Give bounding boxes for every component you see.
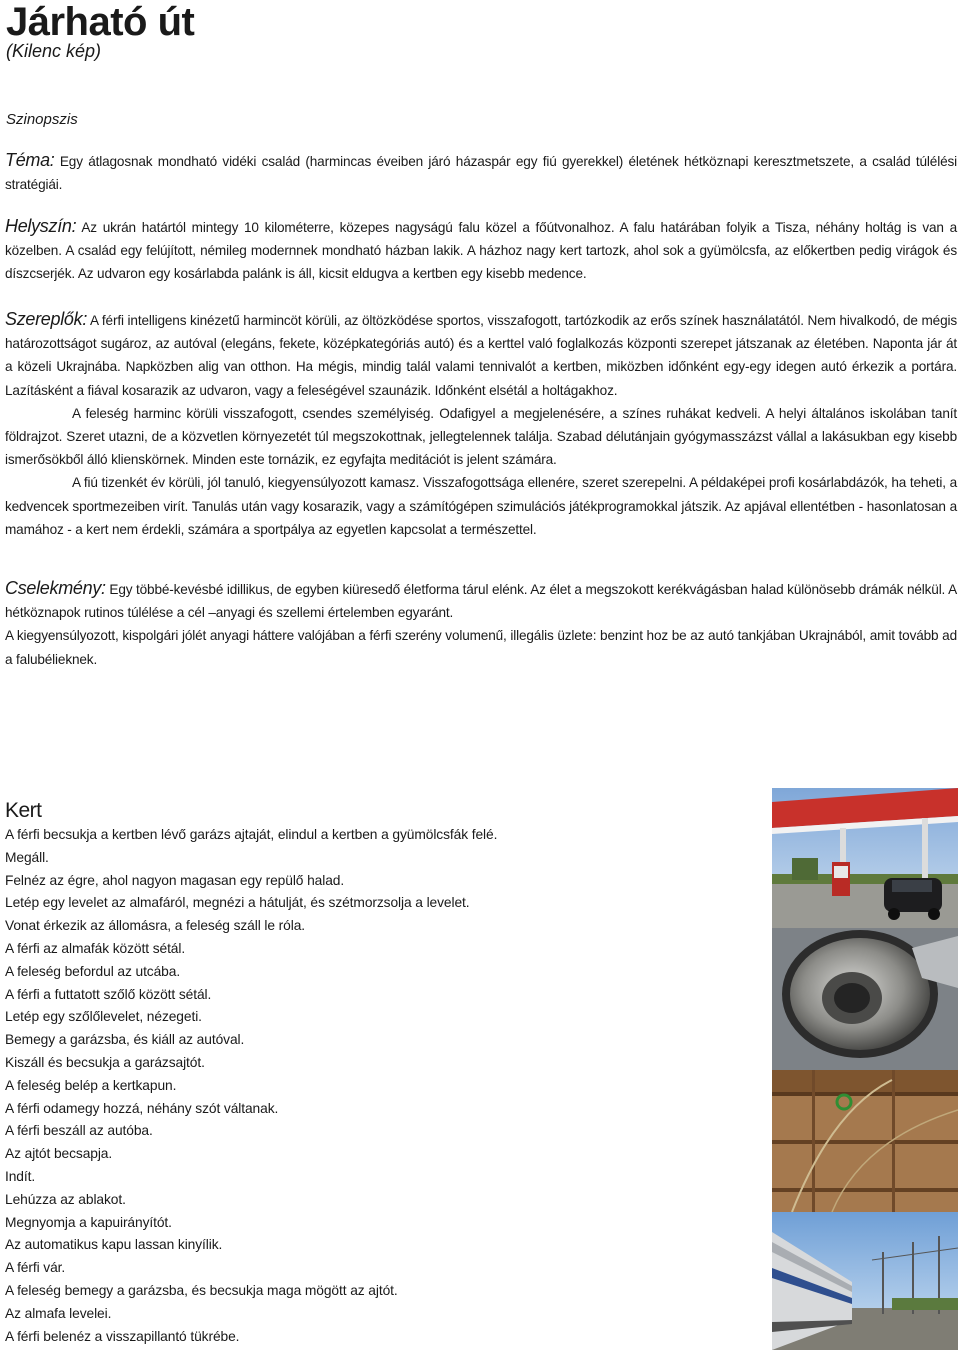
photo-fuel-cap (772, 928, 958, 1070)
helyszin-text: Az ukrán határtól mintegy 10 kilométerre, közepes nagyságú falu közel a főútvonalhoz. A falu határában folyik a Tisza, néhány holtág is van a közelben. A család egy felújított, némileg modernnek mondható házban lakik. A házhoz nagy kert tartozk, ahol sok a gyümölcsfa, az előkertben pedig virágok és díszcserjék. Az udvaron egy kosárlabda palánk is áll, kicsit eldugva a kertben egy kisebb medence. (5, 220, 957, 282)
tema-label: Téma: (5, 150, 55, 170)
synopsis-label: Szinopszis (6, 111, 78, 128)
feleseg-paragraph: A feleség harminc körüli visszafogott, csendes személyiség. Odafigyel a megjelenésére, a színes ruhákat kedveli. A helyi általános iskolában tanít földrajzot. Szeret utazni, de a közvetlen környezetét túl megszokottnak, jellegtelennek találja. Szabad délutánjain gyógymasszázst vállal a lakásukban egy kisebb ismerősökből álló klienskörnek. Minden este tornázik, ez egyfajta meditációt is jelent számára. (5, 405, 957, 468)
szereplok-section (5, 308, 957, 541)
kert-scene-line: A férfi a futtatott szőlő között sétál. (5, 986, 212, 1002)
kert-scene-line: A feleség bemegy a garázsba, és becsukja maga mögött az ajtót. (5, 1282, 398, 1298)
cselekmeny-paragraph-2: A kiegyensúlyozott, kispolgári jólét anyagi háttere valójában a férfi szerény volumenű, illegális üzlete: benzint hoz be az autó tankjában Ukrajnából, amit tovább ad a falubélieknek. (5, 628, 957, 667)
kert-scene-line: Az ajtót becsapja. (5, 1146, 113, 1162)
kert-scene-line: Kiszáll és becsukja a garázsajtót. (5, 1054, 205, 1070)
kert-scene-line: A férfi az almafák között sétál. (5, 940, 186, 956)
kert-scene-line: Megnyomja a kapuirányítót. (5, 1214, 172, 1230)
kert-scene-line: Letép egy levelet az almafáról, megnézi a hátulját, és szétmorzsolja a levelet. (5, 895, 470, 911)
photo-wooden-wall (772, 1070, 958, 1212)
helyszin-section (5, 215, 957, 286)
kert-scene-line: Az automatikus kapu lassan kinyílik. (5, 1237, 223, 1253)
kert-scene-line: Megáll. (5, 849, 49, 865)
kert-scene-line: Az almafa levelei. (5, 1305, 112, 1321)
szereplok-text: A férfi intelligens kinézetű harmincöt körüli, az öltözködése sportos, visszafogott, tartózkodik az erős színek használatától. Nem hivalkodó, de mégis határozottságot sugároz, az autóval (elegáns, fekete, középkategóriás autó) és a kerttel való foglalkozás központi szerepet játszanak az életében. Naponta jár át a közeli Ukrajnába. Napközben alig van otthon. Ha mégis, mindig talál valami tennivalót a kertben, miközben időnként egy-egy idegen autó érkezik a portára. Lazításként a fiával kosarazik az udvaron, vagy a feleségével szaunázik. Időnként elsétál a holtágakhoz. (5, 313, 957, 398)
kert-scene-line: A férfi vár. (5, 1260, 66, 1276)
kert-scene-line: A férfi becsukja a kertben lévő garázs ajtaját, elindul a kertben a gyümölcsfák felé. (5, 827, 498, 842)
document-subtitle: (Kilenc kép) (6, 41, 102, 61)
kert-scene-line: Lehúzza az ablakot. (5, 1191, 126, 1207)
photo-train-platform (772, 1212, 958, 1350)
kert-scene-line: A férfi beszáll az autóba. (5, 1123, 153, 1139)
kert-scene-line: Vonat érkezik az állomásra, a feleség száll le róla. (5, 918, 306, 934)
kert-scene-line: Indít. (5, 1168, 36, 1184)
kert-scene-line: A férfi belenéz a visszapillantó tükrébe. (5, 1328, 240, 1344)
cselekmeny-section (5, 577, 957, 671)
cselekmeny-text: Egy többé-kevésbé idillikus, de egyben kiüresedő életforma tárul elénk. Az élet a megszokott kerékvágásban halad különösebb drámák nélkül. A hétköznapok rutinos túlélése a cél –anyagi és szellemi értelemben egyaránt. (5, 582, 957, 621)
kert-section-title: Kert (5, 799, 42, 822)
tema-text: Egy átlagosnak mondható vidéki család (harmincas éveiben járó házaspár egy fiú gyerekkel) életének hétköznapi keresztmetszete, a család túlélési stratégiái. (5, 154, 957, 193)
kert-scene-line: Felnéz az égre, ahol nagyon magasan egy repülő halad. (5, 872, 345, 888)
document-title: Járható út (6, 0, 195, 44)
szereplok-label: Szereplők: (5, 309, 88, 329)
photo-gas-station (772, 788, 958, 928)
kert-scene-line: Letép egy szőlőlevelet, nézegeti. (5, 1009, 202, 1025)
kert-scene-line: A feleség belép a kertkapun. (5, 1077, 177, 1093)
kert-scene-lines (5, 824, 750, 1348)
fiu-paragraph: A fiú tizenkét év körüli, jól tanuló, kiegyensúlyozott kamasz. Visszafogottsága ellenére, szeret szerepelni. A példaképei profi kosárlabdázók, ha teheti, a kedvencek sportmezeiben virít. Tanulás után vagy kosarazik, vagy a számítógépen szimulációs játékprogramokkal játszik. Az apjával ellentétben - hasonlatosan a mamához - a kert nem érdekli, számára a sportpálya az egyetlen kapcsolat a természettel. (5, 475, 957, 537)
kert-scene-line: A férfi odamegy hozzá, néhány szót váltanak. (5, 1100, 279, 1116)
kert-scene-line: Bemegy a garázsba, és kiáll az autóval. (5, 1032, 245, 1048)
cselekmeny-label: Cselekmény: (5, 578, 106, 598)
tema-section (5, 149, 957, 196)
helyszin-label: Helyszín: (5, 216, 77, 236)
kert-scene-line: A feleség befordul az utcába. (5, 963, 181, 979)
